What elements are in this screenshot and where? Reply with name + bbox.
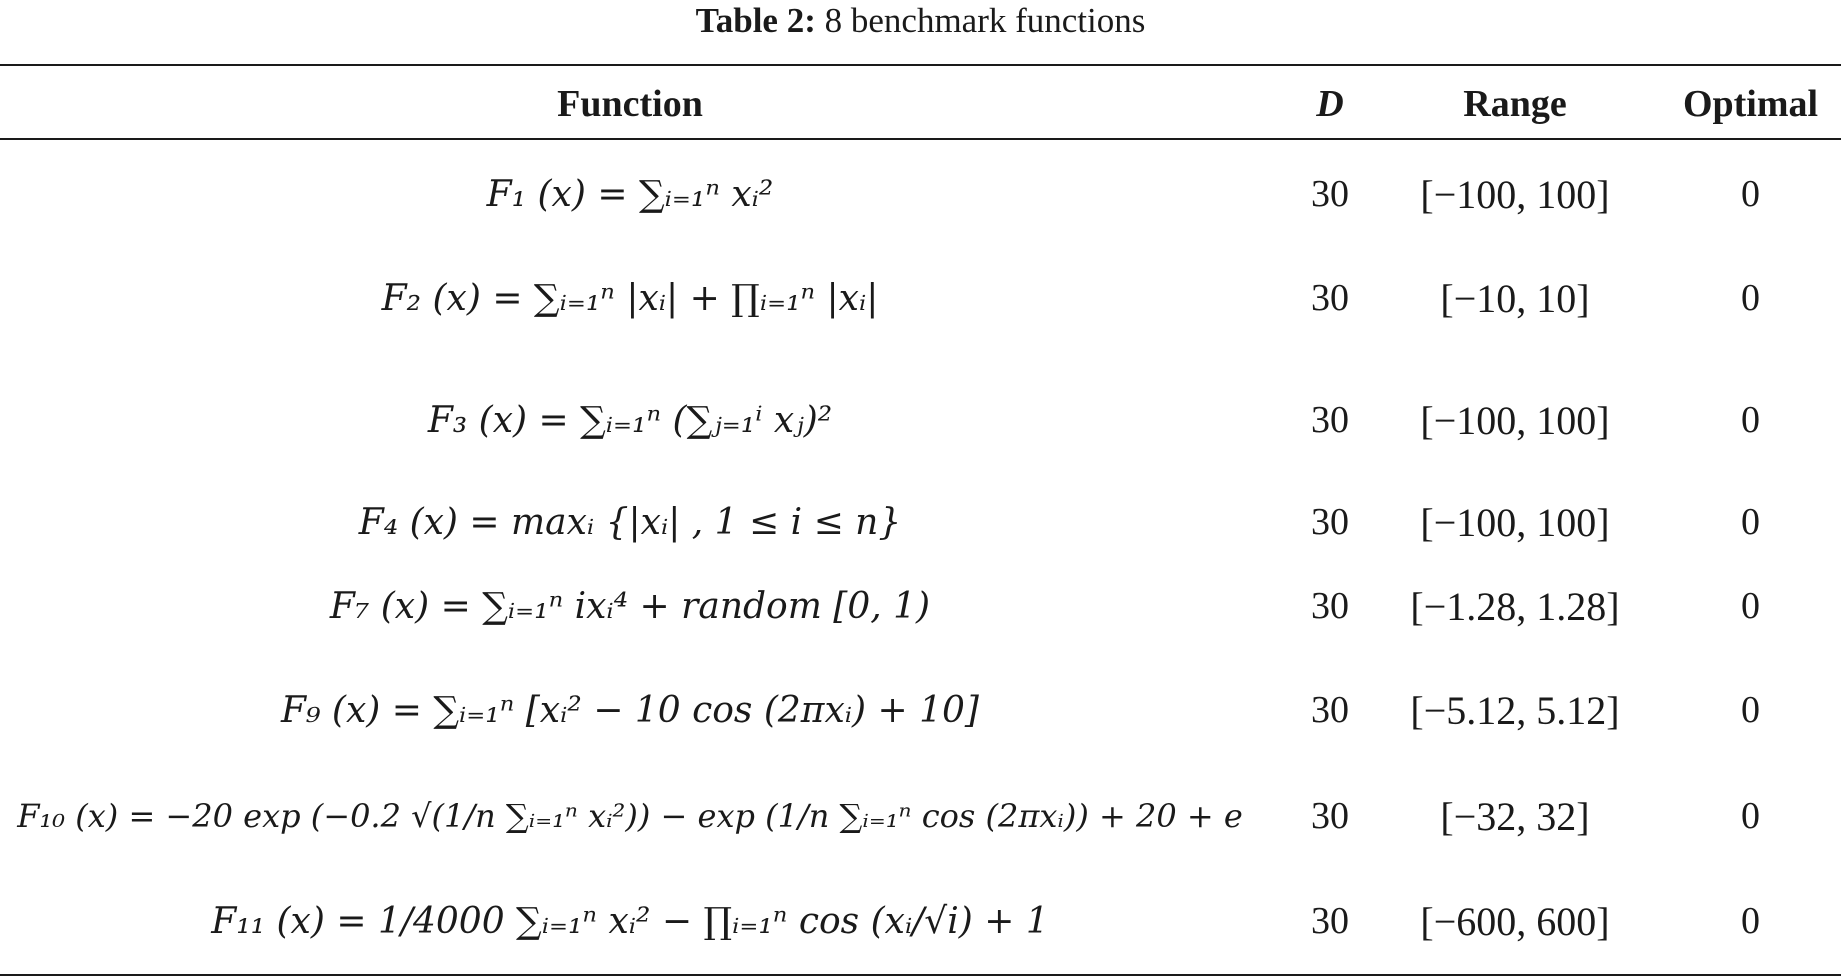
optimal-value: 0 (1741, 900, 1760, 942)
top-rule (0, 64, 1841, 66)
table-row (0, 350, 1841, 490)
header-function: Function (557, 83, 703, 125)
optimal-value: 0 (1741, 399, 1760, 441)
caption-text: 8 benchmark functions (824, 1, 1146, 40)
caption-label: Table 2: (695, 1, 816, 40)
table-caption (0, 0, 1841, 42)
function-formula: F₂ (x) = ∑ᵢ₌₁ⁿ |xᵢ| + ∏ᵢ₌₁ⁿ |xᵢ| (381, 277, 879, 319)
dimension-value: 30 (1311, 173, 1349, 215)
function-formula: F₃ (x) = ∑ᵢ₌₁ⁿ (∑ⱼ₌₁ⁱ xⱼ)² (427, 399, 833, 441)
table-row (0, 142, 1841, 246)
range-value: [−32, 32] (1440, 793, 1590, 839)
optimal-value: 0 (1741, 277, 1760, 319)
dimension-value: 30 (1311, 900, 1349, 942)
dimension-value: 30 (1311, 277, 1349, 319)
dimension-value: 30 (1311, 399, 1349, 441)
dimension-value: 30 (1311, 585, 1349, 627)
table-row (0, 762, 1841, 870)
bottom-rule (0, 974, 1841, 976)
table-row (0, 554, 1841, 658)
optimal-value: 0 (1741, 689, 1760, 731)
header-optimal: Optimal (1682, 83, 1819, 125)
function-formula: F₇ (x) = ∑ᵢ₌₁ⁿ ixᵢ⁴ + random [0, 1) (329, 585, 931, 627)
dimension-value: 30 (1311, 689, 1349, 731)
table-row (0, 246, 1841, 350)
table-row (0, 658, 1841, 762)
function-formula: F₁₁ (x) = 1/4000 ∑ᵢ₌₁ⁿ xᵢ² − ∏ᵢ₌₁ⁿ cos (xᵢ/√i) + 1 (211, 900, 1049, 942)
range-value: [−100, 100] (1420, 171, 1610, 217)
range-value: [−600, 600] (1420, 898, 1610, 944)
range-value: [−100, 100] (1420, 397, 1610, 443)
function-formula: F₁ (x) = ∑ᵢ₌₁ⁿ xᵢ² (486, 173, 774, 215)
function-formula: F₉ (x) = ∑ᵢ₌₁ⁿ [xᵢ² − 10 cos (2πxᵢ) + 10] (281, 689, 979, 731)
table-row (0, 870, 1841, 972)
optimal-value: 0 (1741, 795, 1760, 837)
optimal-value: 0 (1741, 173, 1760, 215)
range-value: [−10, 10] (1440, 275, 1590, 321)
range-value: [−5.12, 5.12] (1410, 687, 1620, 733)
header-rule (0, 138, 1841, 140)
function-formula: F₄ (x) = maxᵢ {|xᵢ| , 1 ≤ i ≤ n} (358, 501, 902, 543)
dimension-value: 30 (1311, 501, 1349, 543)
optimal-value: 0 (1741, 501, 1760, 543)
dimension-value: 30 (1311, 795, 1349, 837)
function-formula: F₁₀ (x) = −20 exp (−0.2 √(1/n ∑ᵢ₌₁ⁿ xᵢ²)) − exp (1/n ∑ᵢ₌₁ⁿ cos (2πxᵢ)) + 20 + e (17, 797, 1243, 835)
range-value: [−1.28, 1.28] (1410, 583, 1620, 629)
table-row (0, 490, 1841, 554)
optimal-value: 0 (1741, 585, 1760, 627)
header-range: Range (1463, 83, 1567, 125)
range-value: [−100, 100] (1420, 499, 1610, 545)
header-d: D (1316, 83, 1344, 125)
